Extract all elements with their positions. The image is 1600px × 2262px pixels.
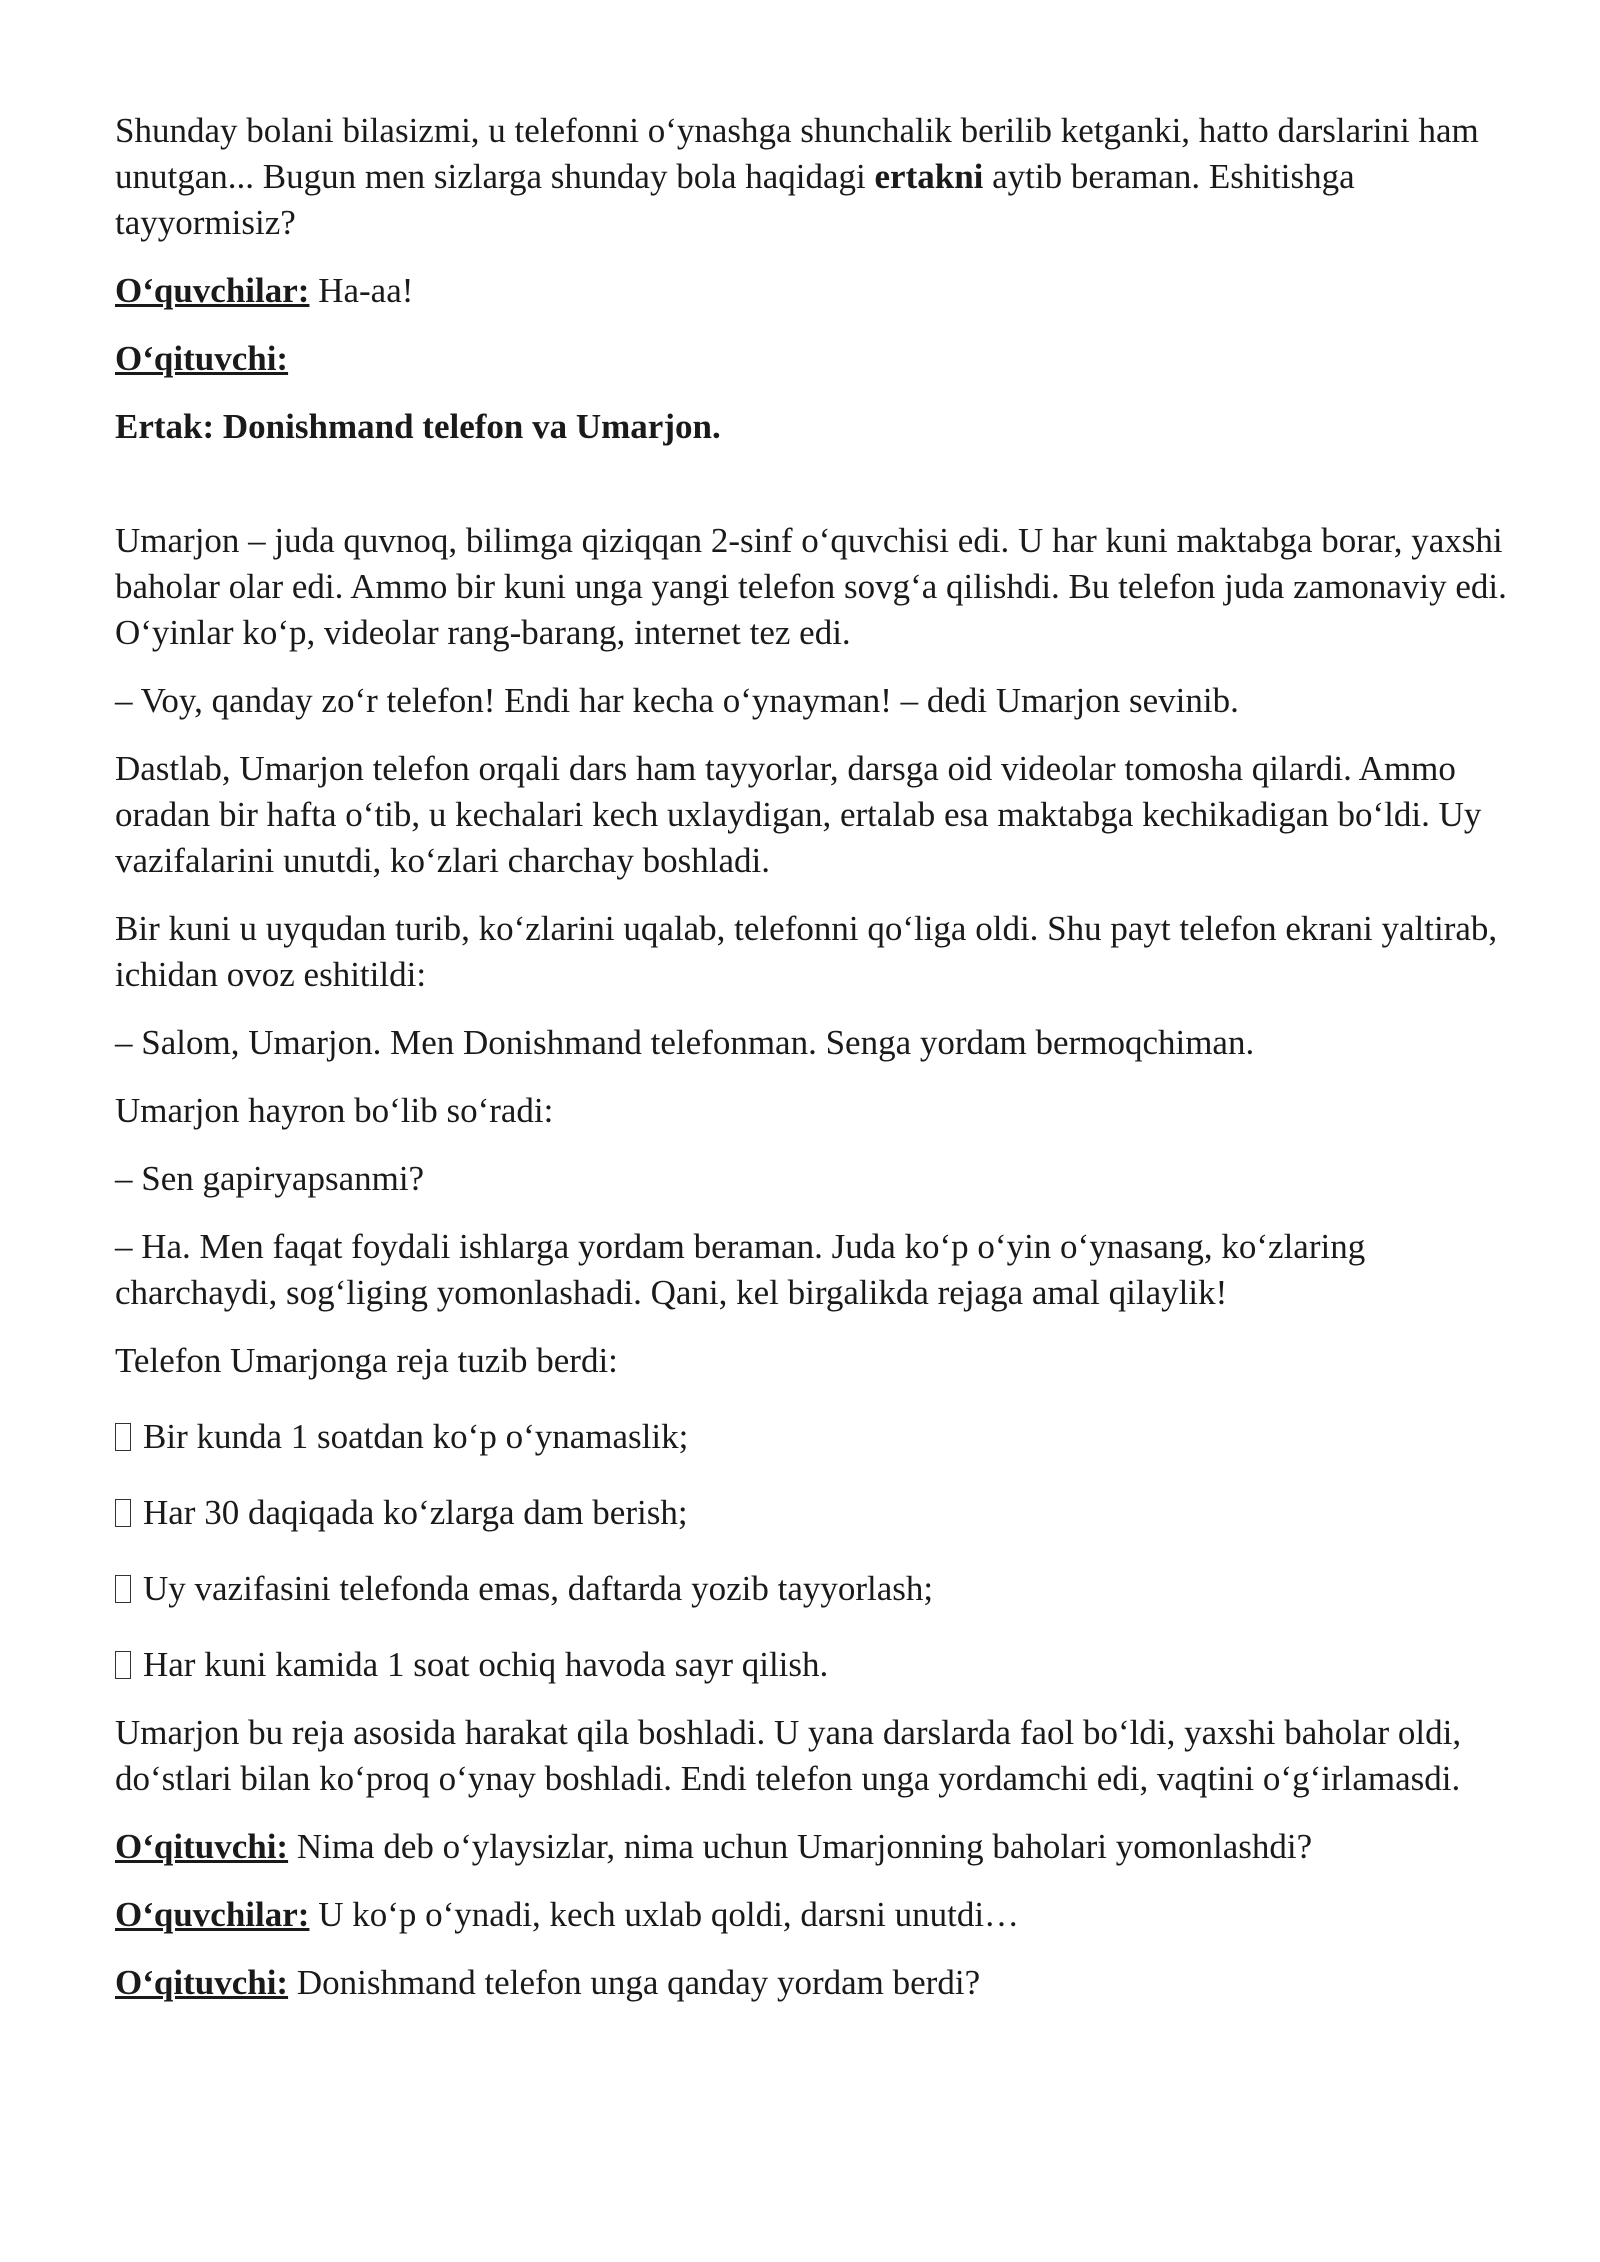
dialogue-line [115,1960,1535,2006]
story-paragraph: – Ha. Men faqat foydali ishlarga yordam beraman. Juda ko‘p o‘yin o‘ynasang, ko‘zlaring charchaydi, sog‘liging yomonlashadi. Qani, kel birgalikda rejaga amal qilaylik! [115,1227,1366,1312]
intro-text-end: aytib beraman. Eshitishga tayyormisiz? [115,157,1355,242]
tale-title: Ertak: Donishmand telefon va Umarjon. [115,407,721,446]
story-paragraph: – Voy, qanday zo‘r telefon! Endi har kecha o‘ynayman! – dedi Umarjon sevinib. [115,681,1239,720]
dialogue-line [115,1824,1535,1870]
dialogue-text: Donishmand telefon unga qanday yordam berdi? [288,1963,981,2002]
students-reply-1 [115,268,1535,314]
checkbox-glyph-icon [115,1423,131,1451]
speaker-teacher: O‘qituvchi: [115,1963,289,2002]
intro-paragraph [115,108,1535,246]
intro-text: Shunday bolani bilasizmi, u telefonni o‘ynashga shunchalik berilib ketganki, hatto darslarini ham unutgan... Bugun men sizlarga shunday bola haqidagi [115,111,1479,196]
story-paragraph: Umarjon – juda quvnoq, bilimga qiziqqan 2-sinf o‘quvchisi edi. U har kuni maktabga borar, yaxshi baholar olar edi. Ammo bir kuni unga yangi telefon sovg‘a qilishdi. Bu telefon juda zamonaviy edi. O‘yinlar ko‘p, videolar rang-barang, internet tez edi. [115,521,1507,652]
plan-item [115,1566,1535,1612]
checkbox-glyph-icon [115,1651,131,1679]
story-paragraph: Telefon Umarjonga reja tuzib berdi: [115,1341,618,1380]
teacher-line-1 [115,336,1535,382]
plan-item-text: Bir kunda 1 soatdan ko‘p o‘ynamaslik; [143,1417,689,1456]
reply-text: Ha-aa! [309,271,414,310]
spacer [115,472,1535,518]
plan-item [115,1642,1535,1688]
story-paragraph: Dastlab, Umarjon telefon orqali dars ham tayyorlar, darsga oid videolar tomosha qilardi. Ammo oradan bir hafta o‘tib, u kechalari kech uxlaydigan, ertalab esa maktabga kechikadigan bo‘ldi. Uy vazifalarini unutdi, ko‘zlari charchay boshladi. [115,749,1482,880]
plan-item [115,1490,1535,1536]
dialogue-text: U ko‘p o‘ynadi, kech uxlab qoldi, darsni unutdi… [309,1895,1020,1934]
plan-item-text: Uy vazifasini telefonda emas, daftarda yozib tayyorlash; [143,1569,934,1608]
story-paragraph: – Sen gapiryapsanmi? [115,1159,425,1198]
speaker-teacher: O‘qituvchi: [115,1827,289,1866]
story-paragraph: – Salom, Umarjon. Men Donishmand telefonman. Senga yordam bermoqchiman. [115,1023,1255,1062]
story-paragraph: Umarjon hayron bo‘lib so‘radi: [115,1091,554,1130]
story-paragraph: Bir kuni u uyqudan turib, ko‘zlarini uqalab, telefonni qo‘liga oldi. Shu payt telefon ekrani yaltirab, ichidan ovoz eshitildi: [115,909,1498,994]
outcome-paragraph: Umarjon bu reja asosida harakat qila boshladi. U yana darslarda faol bo‘ldi, yaxshi baholar oldi, do‘stlari bilan ko‘proq o‘ynay boshladi. Endi telefon unga yordamchi edi, vaqtini o‘g‘irlamasdi. [115,1713,1462,1798]
intro-bold-word: ertakni [874,157,984,196]
speaker-teacher: O‘qituvchi: [115,339,289,378]
dialogue-text: Nima deb o‘ylaysizlar, nima uchun Umarjonning baholari yomonlashdi? [288,1827,1313,1866]
document-page [115,108,1535,2028]
checkbox-glyph-icon [115,1499,131,1527]
plan-item-text: Har 30 daqiqada ko‘zlarga dam berish; [143,1493,688,1532]
plan-item [115,1414,1535,1460]
checkbox-glyph-icon [115,1575,131,1603]
dialogue-line [115,1892,1535,1938]
plan-item-text: Har kuni kamida 1 soat ochiq havoda sayr qilish. [143,1645,829,1684]
speaker-students: O‘quvchilar: [115,271,310,310]
speaker-students: O‘quvchilar: [115,1895,310,1934]
